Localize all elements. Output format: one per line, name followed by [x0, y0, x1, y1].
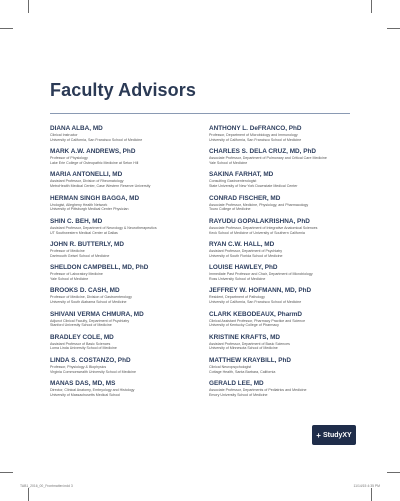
advisor-name: ANTHONY L. DeFRANCO, PhD — [209, 125, 302, 132]
advisor-name: GERALD LEE, MD — [209, 380, 264, 388]
advisor-affiliation: Professor of Medicine — [50, 248, 85, 253]
title-divider — [50, 113, 350, 114]
advisor-affiliation: University of South Alabama School of Medicine — [50, 300, 127, 305]
advisor-name: JOHN R. BUTTERLY, MD — [50, 240, 124, 248]
advisor-entry — [50, 171, 202, 194]
advisor-affiliation: Virginia Commonwealth University School of Medicine — [50, 369, 137, 374]
advisor-entry — [50, 241, 202, 264]
advisor-affiliation: Keck School of Medicine of University of Southern California — [209, 230, 305, 235]
advisor-affiliation: Associate Professor, Medicine, Physiology, and Pharmacology — [209, 202, 309, 207]
advisor-affiliation: Emory University School of Medicine — [209, 392, 268, 397]
advisor-name: CLARK KEBODEAUX, PharmD — [209, 310, 303, 318]
advisor-entry — [209, 148, 361, 171]
advisor-affiliation: University of Kentucky College of Pharmacy — [209, 323, 279, 328]
print-slug-right: 11/14/15 4:35 PM — [353, 484, 380, 488]
advisor-entry — [209, 287, 361, 310]
advisor-entry — [209, 171, 361, 194]
advisor-entry — [50, 264, 202, 287]
studyxy-logo — [312, 425, 356, 445]
crop-mark — [28, 488, 29, 501]
advisor-name: HERMAN SINGH BAGGA, MD — [50, 194, 140, 202]
advisor-affiliation: MetroHealth Medical Center, Case Western Reserve University — [50, 184, 151, 189]
advisor-entry — [50, 311, 202, 334]
advisor-affiliation: University of California, San Francisco School of Medicine — [50, 137, 143, 142]
plus-icon: + — [316, 430, 321, 440]
advisor-affiliation: Immediate Past Professor and Chair, Department of Microbiology — [209, 272, 313, 277]
advisor-affiliation: Resident, Department of Pathology — [209, 295, 265, 300]
advisor-affiliation: Professor, Department of Microbiology and Immunology — [209, 133, 298, 137]
advisor-entry — [209, 241, 361, 264]
advisor-name: JEFFREY W. HOFMANN, MD, PhD — [209, 287, 312, 295]
advisor-entry — [50, 380, 202, 403]
logo-text: StudyXY — [322, 431, 352, 439]
advisor-name: DIANA ALBA, MD — [50, 125, 103, 132]
advisor-affiliation: Assistant Professor, Department of Psychiatry — [209, 248, 283, 253]
advisor-name: SHIVANI VERMA CHMURA, MD — [50, 310, 144, 318]
advisor-affiliation: Yale School of Medicine — [209, 160, 248, 165]
advisor-affiliation: Yale School of Medicine — [50, 276, 89, 281]
advisor-affiliation: University of California, San Francisco School of Medicine — [209, 137, 302, 142]
advisor-name: KRISTINE KRAFTS, MD — [209, 333, 281, 341]
advisor-affiliation: UT Southwestern Medical Center at Dallas — [50, 230, 118, 235]
advisor-affiliation: University of Minnesota School of Medicine — [209, 346, 278, 351]
crop-mark — [0, 28, 13, 29]
advisor-affiliation: Urologist, Allegheny Health Network — [50, 202, 108, 207]
advisor-entry — [50, 148, 202, 171]
advisor-entry — [50, 125, 202, 148]
advisor-name: SHELDON CAMPBELL, MD, PhD — [50, 264, 149, 272]
advisor-name: MARIA ANTONELLI, MD — [50, 171, 123, 179]
advisor-entry — [209, 264, 361, 287]
advisor-name: LINDA S. COSTANZO, PhD — [50, 356, 131, 364]
advisor-affiliation: Adjunct Clinical Faculty, Department of Psychiatry — [50, 318, 130, 323]
crop-mark — [371, 0, 372, 13]
advisor-entry — [50, 334, 202, 357]
advisor-entry — [50, 218, 202, 241]
advisor-name: RYAN C.W. HALL, MD — [209, 240, 275, 248]
advisor-entry — [50, 357, 202, 380]
advisor-column-right — [209, 125, 361, 403]
advisor-name: SHIN C. BEH, MD — [50, 217, 103, 225]
advisor-affiliation: Clinical Instructor — [50, 133, 78, 137]
advisor-name: LOUISE HAWLEY, PhD — [209, 264, 278, 272]
advisor-name: CONRAD FISCHER, MD — [209, 194, 281, 202]
page-title: Faculty Advisors — [50, 80, 196, 100]
advisor-entry — [209, 125, 361, 148]
advisor-affiliation: Consulting Gastroenterologist — [209, 179, 257, 184]
advisor-entry — [209, 357, 361, 380]
advisor-entry — [209, 195, 361, 218]
advisor-affiliation: Lake Erie College of Osteopathic Medicine at Seton Hill — [50, 160, 139, 165]
advisor-entry — [209, 311, 361, 334]
advisor-entry — [50, 195, 202, 218]
advisor-name: BROOKS D. CASH, MD — [50, 287, 120, 295]
advisor-affiliation: Associate Professor, Departments of Pediatrics and Medicine — [209, 388, 307, 393]
advisor-affiliation: Professor of Medicine, Division of Gastroenterology — [50, 295, 132, 300]
advisor-name: RAYUDU GOPALAKRISHNA, PhD — [209, 217, 310, 225]
crop-mark — [371, 488, 372, 501]
advisor-entry — [50, 287, 202, 310]
advisor-affiliation: Ross University School of Medicine — [209, 276, 266, 281]
advisor-affiliation: University of South Florida School of Medicine — [209, 253, 283, 258]
advisor-name: BRADLEY COLE, MD — [50, 333, 114, 341]
advisor-name: MARK A.W. ANDREWS, PhD — [50, 148, 136, 156]
advisor-affiliation: Director, Clinical Anatomy, Embryology and Histology — [50, 388, 135, 393]
advisor-column-left — [50, 125, 202, 403]
advisor-affiliation: University of California, San Francisco School of Medicine — [209, 300, 302, 305]
crop-mark — [387, 472, 400, 473]
advisor-affiliation: Touro College of Medicine — [209, 207, 251, 212]
advisor-affiliation: Associate Professor, Department of Pulmonary and Critical Care Medicine — [209, 156, 327, 161]
advisor-affiliation: Assistant Professor of Basic Sciences — [50, 341, 111, 346]
advisor-affiliation: Professor, Physiology & Biophysics — [50, 364, 107, 369]
advisor-affiliation: State University of New York Downstate Medical Center — [209, 184, 298, 189]
advisor-affiliation: Loma Linda University School of Medicine — [50, 346, 117, 351]
advisor-affiliation: Cottage Health, Santa Barbara, California — [209, 369, 276, 374]
advisor-name: MATTHEW KRAYBILL, PhD — [209, 356, 292, 364]
advisor-affiliation: Associate Professor, Department of Integrative Anatomical Sciences — [209, 225, 318, 230]
advisor-affiliation: Clinical Neuropsychologist — [209, 364, 252, 369]
advisor-affiliation: Professor of Physiology — [50, 156, 88, 161]
advisor-affiliation: Professor of Laboratory Medicine — [50, 272, 103, 277]
crop-mark — [0, 472, 13, 473]
advisor-affiliation: Stanford University School of Medicine — [50, 323, 112, 328]
advisor-affiliation: University of Massachusetts Medical School — [50, 392, 121, 397]
print-slug-left: TAB1_2016_00_Frontmatter.indd 3 — [20, 484, 73, 488]
advisor-entry — [209, 380, 361, 403]
advisor-affiliation: Dartmouth Geisel School of Medicine — [50, 253, 110, 258]
advisor-entry — [209, 334, 361, 357]
advisor-affiliation: Assistant Professor, Division of Rheumatology — [50, 179, 124, 184]
advisor-affiliation: Assistant Professor, Department of Basic Sciences — [209, 341, 290, 346]
advisor-name: CHARLES S. DELA CRUZ, MD, PhD — [209, 148, 316, 156]
crop-mark — [387, 28, 400, 29]
crop-mark — [28, 0, 29, 13]
advisor-affiliation: Assistant Professor, Department of Neurology & Neurotherapeutics — [50, 225, 157, 230]
advisor-affiliation: Clinical Assistant Professor, Pharmacy Practice and Science — [209, 318, 306, 323]
advisor-entry — [209, 218, 361, 241]
advisor-name: SAKINA FARHAT, MD — [209, 171, 274, 179]
advisor-affiliation: University of Pittsburgh Medical Center Physician — [50, 207, 129, 212]
advisor-name: MANAS DAS, MD, MS — [50, 380, 116, 388]
